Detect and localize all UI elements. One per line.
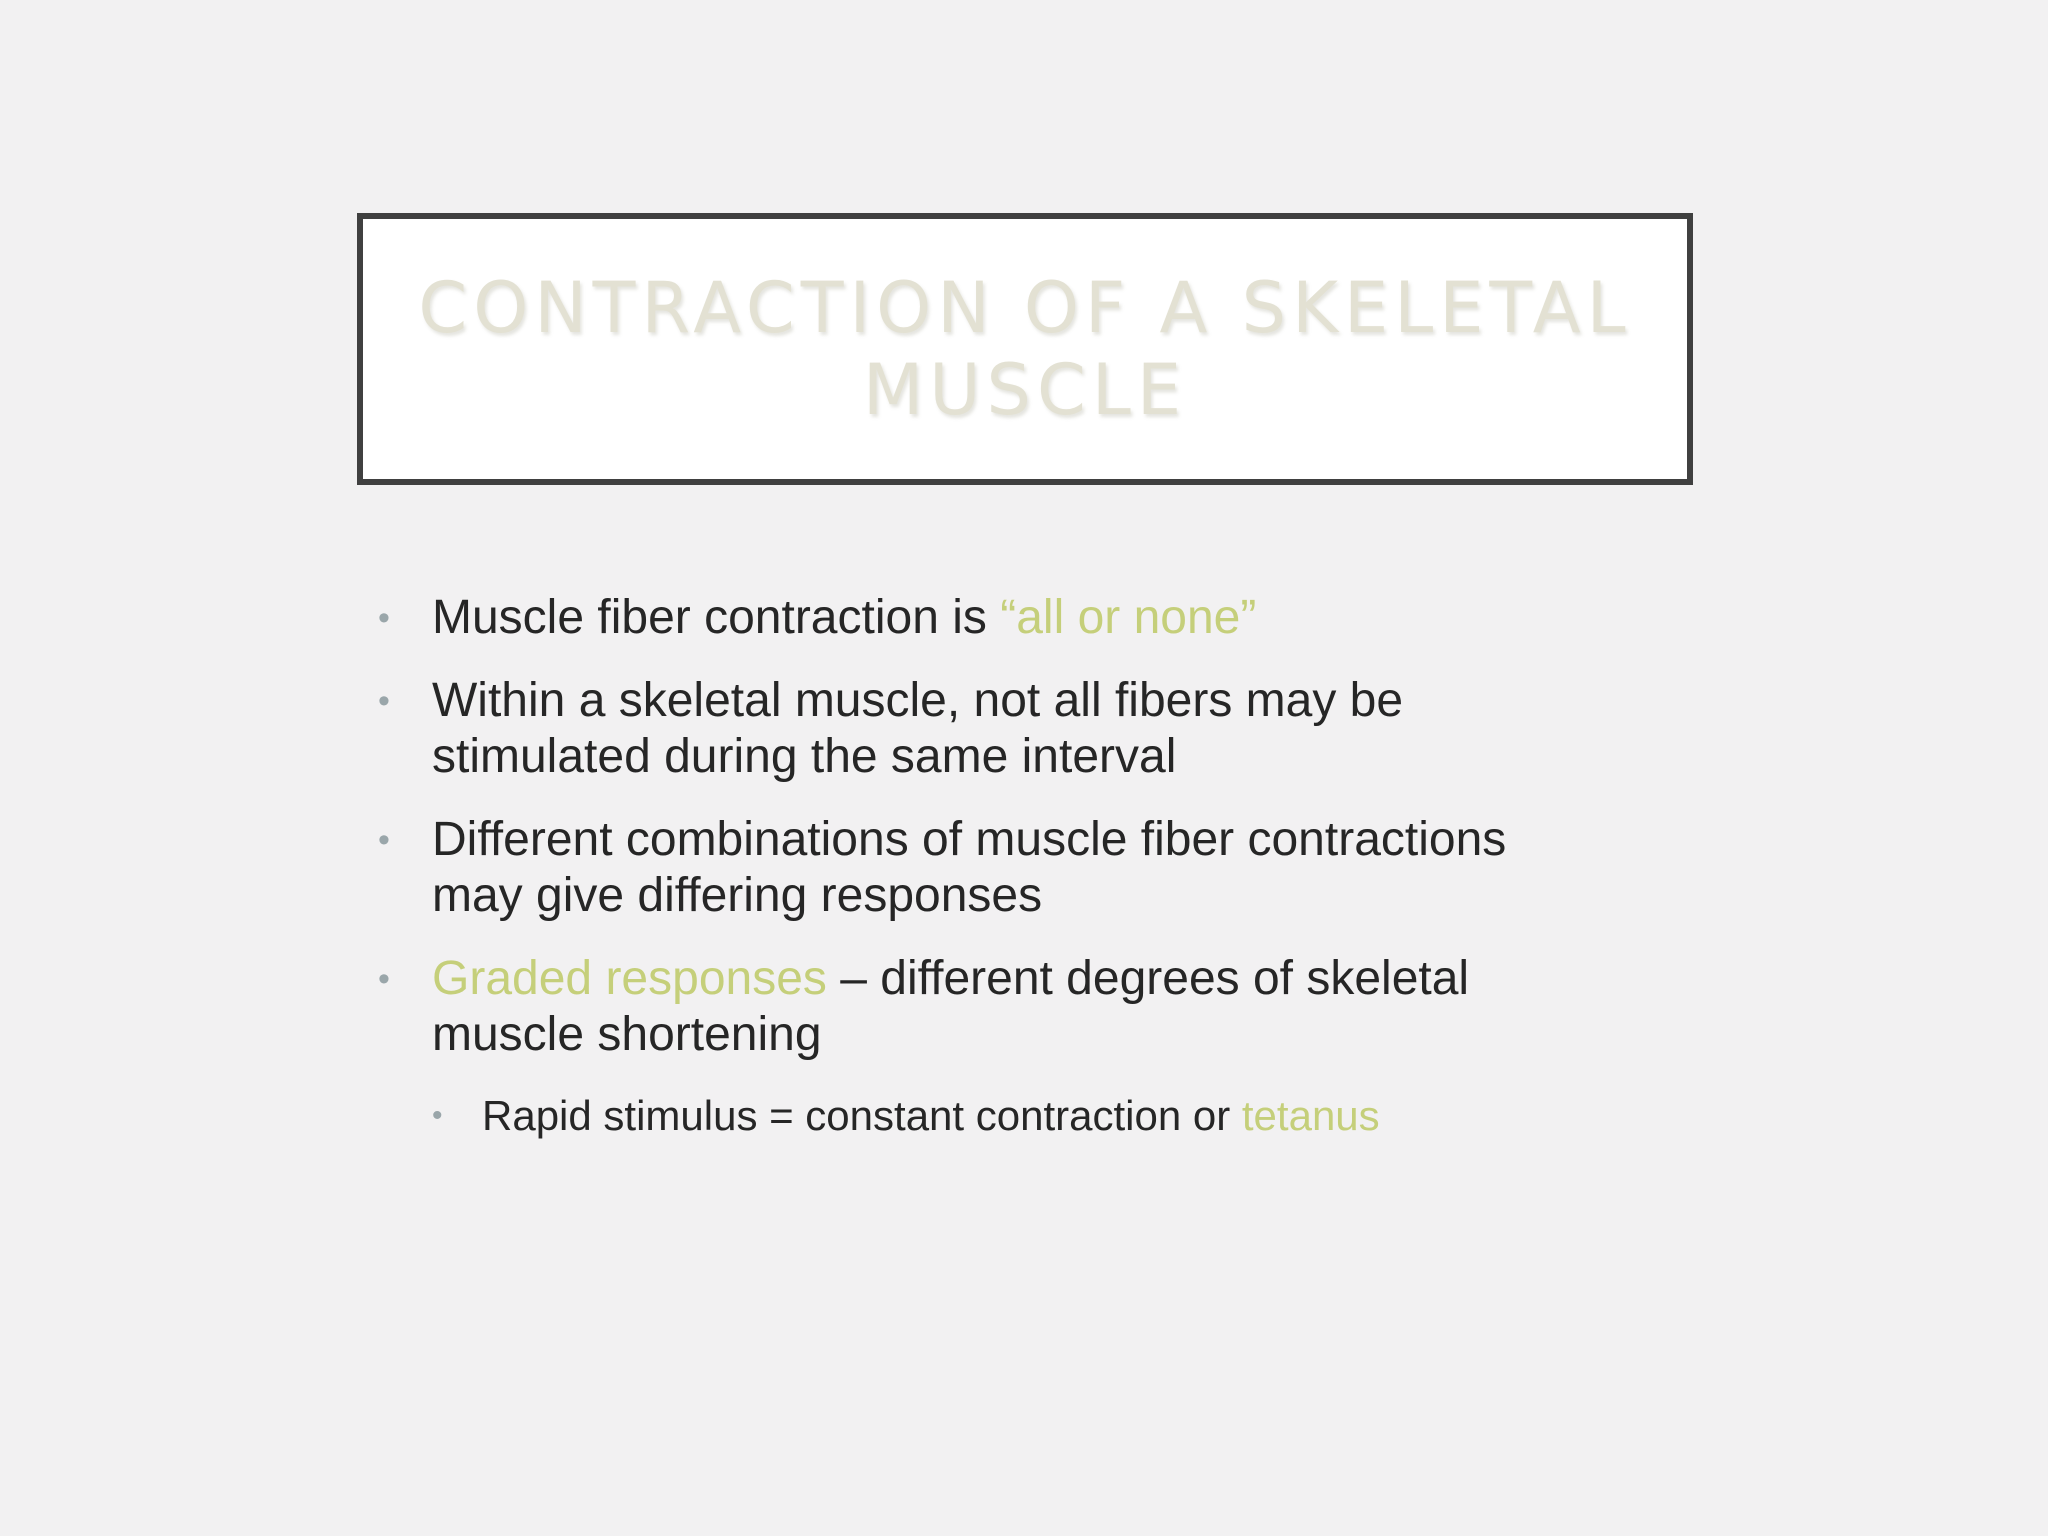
slide-title-line-2: MUSCLE <box>862 349 1188 431</box>
bullet-dot-icon: • <box>378 821 390 859</box>
slide-title-line-1: CONTRACTION OF A SKELETAL <box>418 267 1632 349</box>
bullet-1-text: Muscle fiber contraction is <box>432 591 1001 644</box>
bullet-4-text: – different degrees of skeletal <box>826 952 1470 1005</box>
bullet-list <box>378 590 1678 1142</box>
bullet-dot-icon: • <box>378 682 390 720</box>
bullet-dot-icon: • <box>378 599 390 637</box>
bullet-4-line-2: muscle shortening <box>432 1008 822 1061</box>
bullet-item-3 <box>378 812 1678 924</box>
bullet-dot-icon: • <box>378 960 390 998</box>
bullet-3-line-2: may give differing responses <box>432 869 1043 922</box>
bullet-2-line-1: Within a skeletal muscle, not all fibers may be <box>432 674 1404 727</box>
bullet-3-line-1: Different combinations of muscle fiber contractions <box>432 813 1507 866</box>
sub-bullet-item <box>432 1090 1678 1142</box>
sub-bullet-dot-icon: • <box>432 1099 443 1132</box>
bullet-item-2 <box>378 673 1678 785</box>
title-box <box>357 213 1693 485</box>
bullet-4-accent: Graded responses <box>432 952 827 1005</box>
bullet-item-4 <box>378 951 1678 1063</box>
bullet-1-accent: “all or none” <box>1000 591 1257 644</box>
bullet-2-line-2: stimulated during the same interval <box>432 730 1177 783</box>
sub-bullet-text: Rapid stimulus = constant contraction or <box>482 1092 1242 1139</box>
sub-bullet-accent: tetanus <box>1241 1092 1380 1139</box>
bullet-item-1 <box>378 590 1678 646</box>
